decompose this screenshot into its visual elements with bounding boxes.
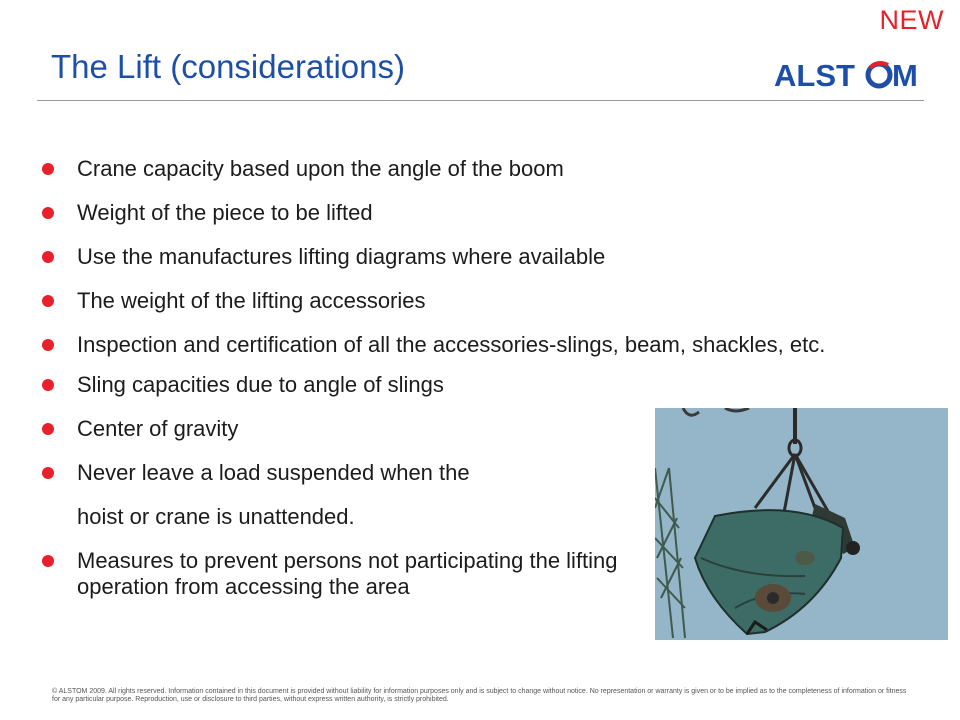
svg-text:M: M <box>892 58 918 91</box>
bullet-dot-icon <box>42 295 54 307</box>
list-item <box>38 460 637 530</box>
list-item <box>38 288 938 314</box>
alstom-logo <box>774 57 930 91</box>
list-item <box>38 332 917 358</box>
copyright-footer: © ALSTOM 2009. All rights reserved. Information contained in this document is provided without liability for information purposes only and is subject to change without notice. No representation or warranty is given or to be implied as to the completeness of information or fitness for any particular purpose. Reproduction, use or disclosure to third parties, without express written authority, is strictly prohibited. <box>52 688 907 703</box>
bullet-dot-icon <box>42 379 54 391</box>
bullet-text: Inspection and certification of all the accessories-slings, beam, shackles, etc. <box>77 332 826 357</box>
bullet-dot-icon <box>42 251 54 263</box>
alstom-logo-mark <box>774 57 930 91</box>
new-tag: NEW <box>879 5 944 35</box>
list-item <box>38 372 617 398</box>
crane-grab-illustration <box>655 408 948 640</box>
bullet-dot-icon <box>42 555 54 567</box>
list-item <box>38 156 938 182</box>
list-item <box>38 244 938 270</box>
bullet-continuation-text: hoist or crane is unattended. <box>77 504 355 529</box>
bullet-dot-icon <box>42 163 54 175</box>
bullet-dot-icon <box>42 207 54 219</box>
bullet-text: Use the manufactures lifting diagrams where available <box>77 244 606 269</box>
crane-grab-photo <box>655 408 948 640</box>
list-item <box>38 200 938 226</box>
bullet-text: Never leave a load suspended when the <box>77 460 470 485</box>
bullet-dot-icon <box>42 339 54 351</box>
bullet-text: Weight of the piece to be lifted <box>77 200 373 225</box>
svg-text:ALST: ALST <box>774 58 855 91</box>
bullet-text: Crane capacity based upon the angle of the boom <box>77 156 564 181</box>
bullet-text: Center of gravity <box>77 416 239 441</box>
bullet-text: Measures to prevent persons not participating the lifting operation from accessing the area <box>77 548 618 599</box>
bullet-dot-icon <box>42 423 54 435</box>
list-item <box>38 548 637 600</box>
bullet-text: The weight of the lifting accessories <box>77 288 426 313</box>
slide-title: The Lift (considerations) <box>51 48 405 85</box>
bullet-dot-icon <box>42 467 54 479</box>
bullet-text: Sling capacities due to angle of slings <box>77 372 444 397</box>
title-divider <box>37 100 924 101</box>
